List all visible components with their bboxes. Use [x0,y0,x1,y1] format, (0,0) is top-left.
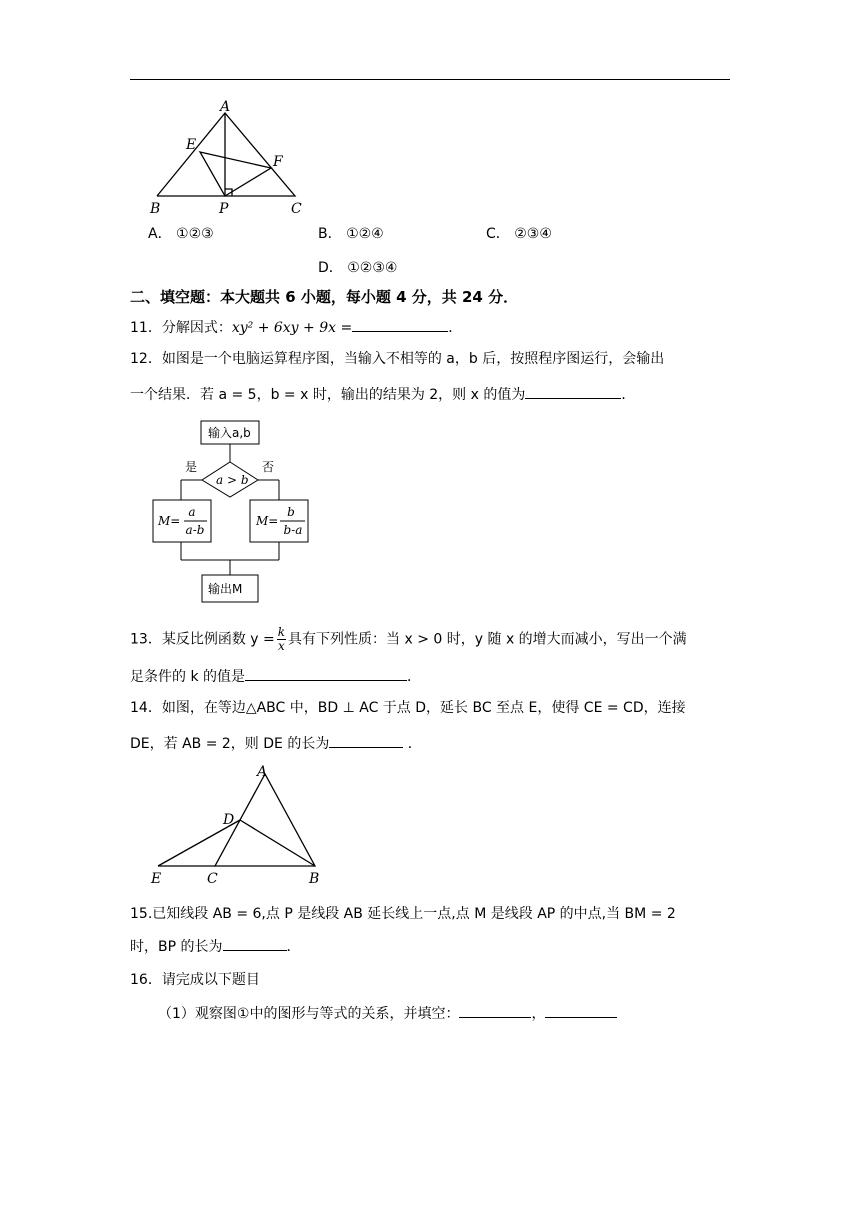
q14-label-a: A [257,764,268,780]
option-a-text: ①②③ [176,226,214,242]
label-b: B [150,201,161,217]
q14-line2: DE，若 AB = 2，则 DE 的长为 [130,736,330,752]
option-c-text: ②③④ [514,226,552,242]
triangle-figure-q14 [145,762,335,887]
q11-number: 11． [130,320,162,336]
question-14-line1 [130,698,686,718]
header-rule [130,79,730,80]
q14-answer-blank[interactable] [329,732,403,748]
flow-right-numerator: b [287,505,295,519]
label-a: A [220,100,231,115]
option-a [148,224,214,244]
option-b-text: ①②④ [346,226,384,242]
q14-line1: 如图，在等边△ABC 中，BD ⊥ AC 于点 D，延长 BC 至点 E，使得 CE = CD，连接 [161,700,686,716]
flow-yes-label: 是 [185,460,198,474]
label-p: P [219,201,229,217]
q11-expression: xy² + 6xy + 9x = [231,320,353,336]
flow-left-numerator: a [188,505,196,519]
question-16 [130,970,260,990]
question-16-part1 [158,1002,617,1024]
flowchart-q12 [150,420,310,605]
label-f: F [273,154,283,170]
q11-end: ． [448,320,463,336]
triangle-efp [200,152,271,196]
question-15-line2 [130,935,301,957]
q16-sub1: （1）观察图①中的图形与等式的关系，并填空： [158,1006,460,1022]
q16-title: 请完成以下题目 [161,972,260,988]
q12-line1: 如图是一个电脑运算程序图，当输入不相等的 a，b 后，按照程序图运行，会输出 [161,351,665,367]
q16-blank-2[interactable] [545,1002,617,1018]
q13-number: 13． [130,631,162,648]
q13-fraction-denominator: x [278,639,285,653]
q13-fraction [277,626,286,653]
flow-condition-label: a > b [216,473,249,487]
label-c: C [291,201,302,217]
flow-right-m: M= [256,514,279,528]
q16-number: 16． [130,972,162,988]
q13-fraction-numerator: k [277,625,286,639]
q13-pre: 某反比例函数 y = [161,631,275,648]
flow-right-denominator: b-a [283,523,303,537]
question-15-line1: 15.已知线段 AB = 6,点 P 是线段 AB 延长线上一点,点 M 是线段 AP 的中点,当 BM = 2 [130,906,676,922]
q13-line2: 足条件的 k 的值是 [130,669,246,685]
flow-left-m: M= [158,514,181,528]
q14-label-b: B [309,871,320,887]
flow-no-label: 否 [262,460,275,474]
option-a-letter: A． [148,226,172,242]
flow-left-denominator: a-b [185,523,205,537]
question-11 [130,316,462,338]
q13-post: 具有下列性质：当 x > 0 时，y 随 x 的增大而减小，写出一个满 [288,631,687,648]
q13-answer-blank[interactable] [245,665,407,681]
question-12-line2 [130,383,635,405]
q12-end: ． [621,387,636,403]
option-b [318,224,384,244]
flow-output-label: 输出M [208,582,243,596]
q14-end: ． [403,736,422,752]
option-d [318,258,397,278]
q12-number: 12． [130,351,162,367]
label-e: E [186,137,197,153]
q16-sep: ， [531,1006,546,1022]
q14-label-e: E [151,871,162,887]
question-14-line2 [130,732,422,754]
triangle-figure-q10 [140,100,310,220]
q15-end: ． [286,939,301,955]
option-d-text: ①②③④ [347,260,398,276]
q13-end: ． [407,669,422,685]
section-heading: 二、填空题：本大题共 6 小题，每小题 4 分，共 24 分． [130,288,519,306]
q14-number: 14． [130,700,162,716]
q15-line2: 时，BP 的长为 [130,939,223,955]
question-13-line1 [130,626,687,653]
option-d-letter: D． [318,260,343,276]
question-13-line2 [130,665,421,687]
option-b-letter: B． [318,226,342,242]
q11-prefix: 分解因式： [161,320,232,336]
question-12-line1 [130,349,664,369]
flow-input-label: 输入a,b [208,426,251,440]
q12-line2: 一个结果．若 a = 5，b = x 时，输出的结果为 2，则 x 的值为 [130,387,526,403]
q16-blank-1[interactable] [459,1002,531,1018]
q12-answer-blank[interactable] [525,383,621,399]
q14-label-c: C [207,871,218,887]
segment-bd [240,820,315,866]
option-c [486,224,552,244]
q14-label-d: D [223,812,235,828]
option-c-letter: C． [486,226,510,242]
q15-answer-blank[interactable] [223,935,287,951]
q11-answer-blank[interactable] [352,316,448,332]
